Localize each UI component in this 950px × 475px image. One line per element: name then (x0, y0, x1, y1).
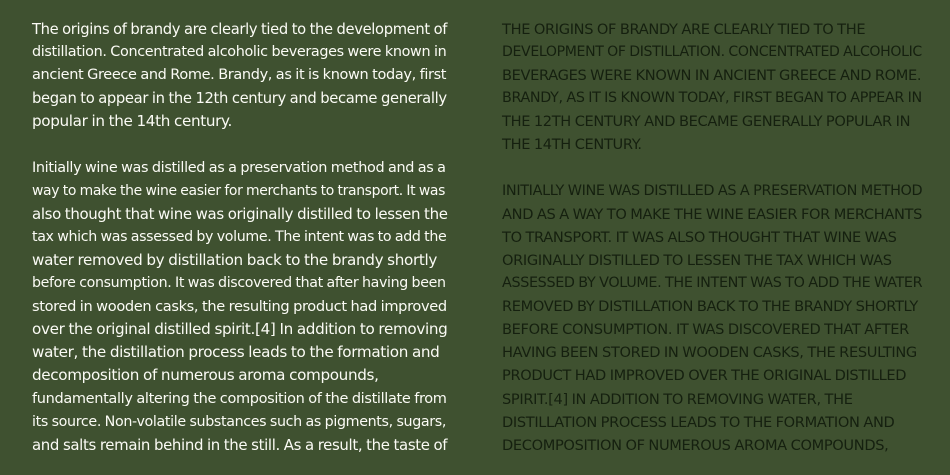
specimen-line: DEVELOPMENT OF DISTILLATION. CONCENTRATED ALCOHOLIC (502, 44, 922, 61)
specimen-line: AND AS A WAY TO MAKE THE WINE EASIER FOR MERCHANTS (502, 205, 923, 223)
specimen-line: popular in the 14th century. (32, 112, 232, 131)
specimen-line: THE 12TH CENTURY AND BECAME GENERALLY POPULAR IN (502, 113, 911, 131)
specimen-line: over the original distilled spirit.[4] In addition to removing (32, 320, 448, 339)
specimen-line: BEVERAGES WERE KNOWN IN ANCIENT GREECE AND ROME. (502, 67, 922, 85)
specimen-line: fundamentally altering the composition of the distillate from (32, 390, 447, 407)
specimen-line: and salts remain behind in the still. As a result, the taste of (32, 435, 448, 454)
specimen-line: distillation. Concentrated alcoholic beverages were known in (32, 44, 447, 61)
specimen-line: THE 14TH CENTURY. (502, 136, 642, 154)
specimen-line: DISTILLATION PROCESS LEADS TO THE FORMATION AND (502, 413, 895, 431)
specimen-line: tax which was assessed by volume. The intent was to add the (32, 228, 447, 245)
paragraph-gap (32, 133, 452, 156)
specimen-line: REMOVED BY DISTILLATION BACK TO THE BRANDY SHORTLY (502, 298, 918, 316)
specimen-line: ancient Greece and Rome. Brandy, as it is known today, first (32, 67, 447, 84)
specimen-line: DECOMPOSITION OF NUMEROUS AROMA COMPOUNDS, (502, 436, 889, 454)
specimen-line: began to appear in the 12th century and became generally (32, 90, 447, 108)
specimen-line: INITIALLY WINE WAS DISTILLED AS A PRESERVATION METHOD (502, 182, 923, 199)
specimen-line: water, the distillation process leads to the formation and (32, 343, 440, 362)
specimen-line: HAVING BEEN STORED IN WOODEN CASKS, THE RESULTING (502, 344, 917, 362)
specimen-line: PRODUCT HAD IMPROVED OVER THE ORIGINAL DISTILLED (502, 367, 907, 385)
specimen-line: The origins of brandy are clearly tied to the development of (32, 21, 448, 38)
specimen-line: ASSESSED BY VOLUME. THE INTENT WAS TO ADD THE WATER (502, 275, 923, 292)
specimen-line: stored in wooden casks, the resulting product had improved (32, 298, 447, 316)
specimen-line: Initially wine was distilled as a preservation method and as a (32, 159, 446, 176)
paragraph-gap (502, 157, 927, 180)
specimen-line: BRANDY, AS IT IS KNOWN TODAY, FIRST BEGAN TO APPEAR IN (502, 90, 922, 107)
specimen-line: BEFORE CONSUMPTION. IT WAS DISCOVERED THAT AFTER (502, 321, 909, 339)
specimen-line: SPIRIT.[4] IN ADDITION TO REMOVING WATER, THE (502, 390, 853, 408)
specimen-line: THE ORIGINS OF BRANDY ARE CLEARLY TIED TO THE (502, 21, 866, 38)
specimen-line: before consumption. It was discovered that after having been (32, 275, 446, 292)
lowercase-specimen-column (32, 18, 452, 457)
specimen-line: water removed by distillation back to the brandy shortly (32, 250, 437, 269)
uppercase-specimen-column (502, 18, 927, 457)
specimen-line: decomposition of numerous aroma compounds, (32, 366, 379, 385)
specimen-line: way to make the wine easier for merchants to transport. It was (32, 182, 446, 199)
specimen-line: ORIGINALLY DISTILLED TO LESSEN THE TAX WHICH WAS (502, 251, 892, 269)
specimen-line: its source. Non-volatile substances such as pigments, sugars, (32, 413, 447, 430)
specimen-line: also thought that wine was originally distilled to lessen the (32, 204, 448, 223)
specimen-line: TO TRANSPORT. IT WAS ALSO THOUGHT THAT WINE WAS (502, 228, 897, 246)
